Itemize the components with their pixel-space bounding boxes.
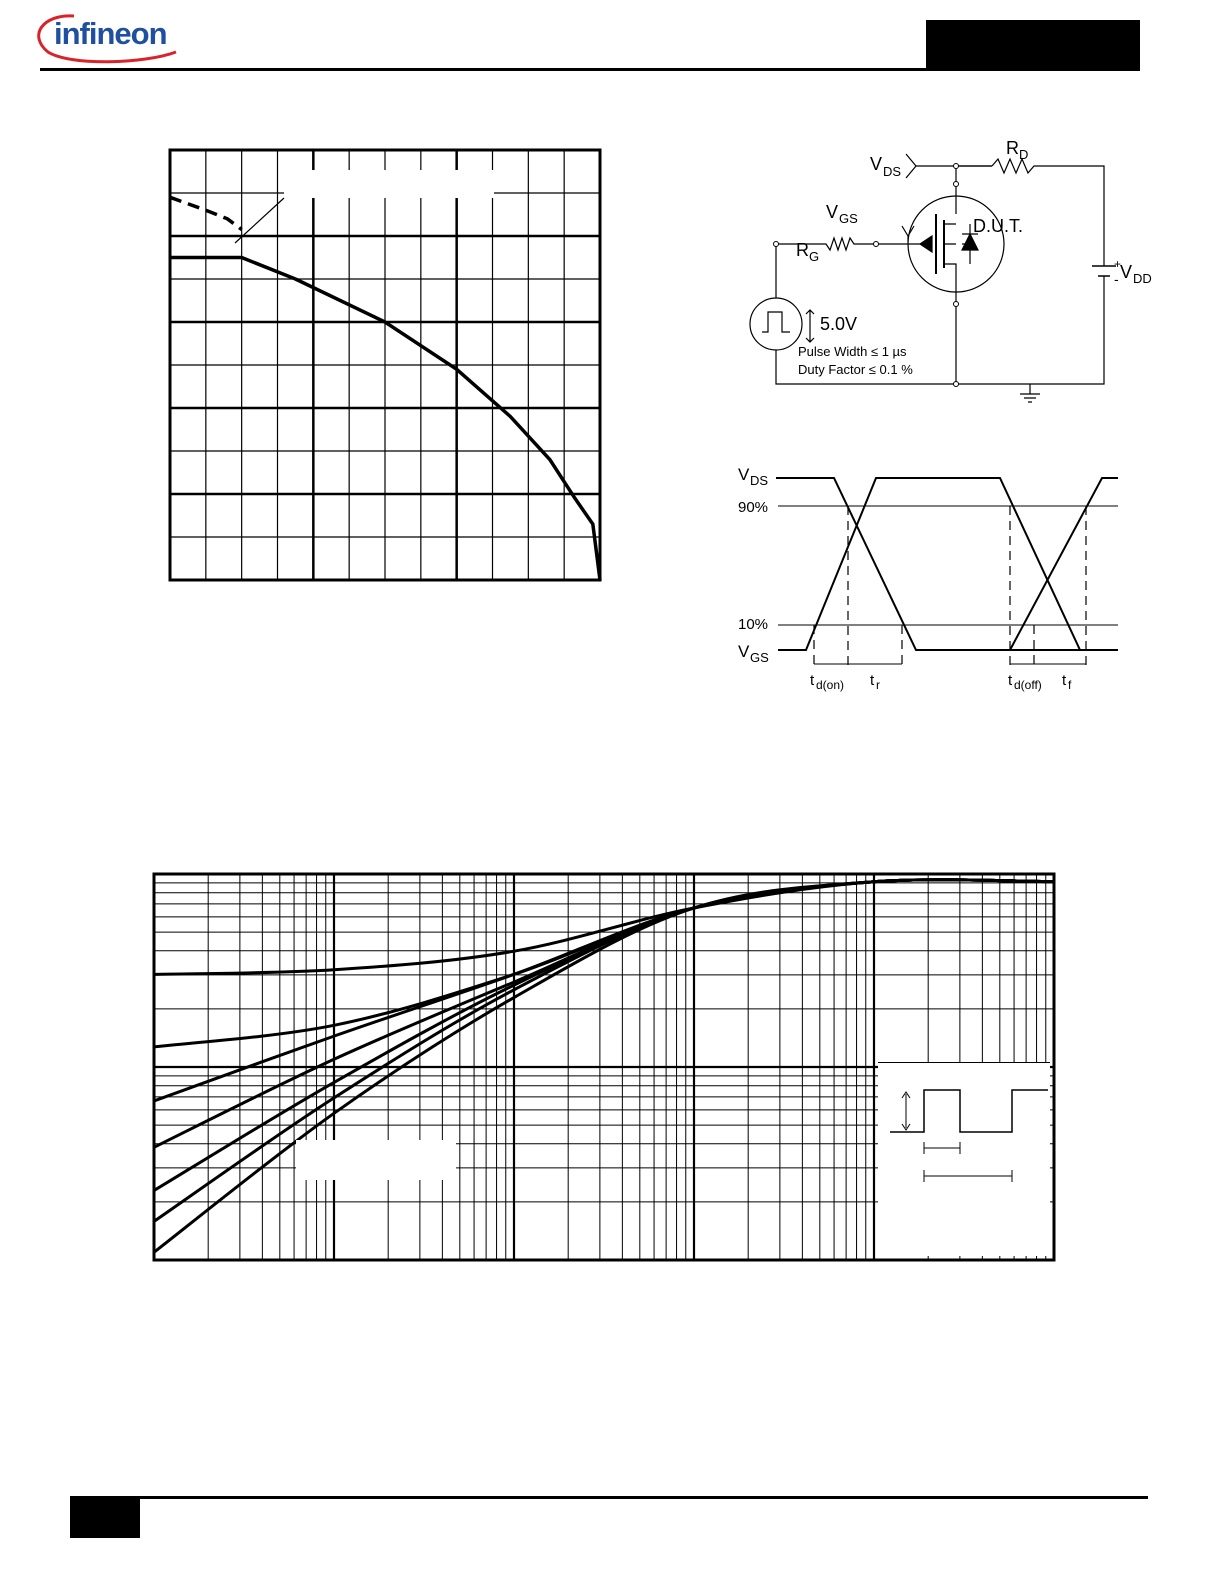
- derating-curve-3: [295, 279, 600, 580]
- footer-page-block: [70, 1496, 140, 1538]
- vgs-label: V: [826, 202, 839, 222]
- duty-factor-note: Duty Factor ≤ 0.1 %: [798, 362, 913, 377]
- footer-divider: [70, 1496, 1148, 1499]
- vds-sub: DS: [883, 164, 902, 179]
- limit-annotation-box: [284, 170, 494, 198]
- switching-waveform-diagram: [730, 460, 1130, 700]
- header-part-number-block: [926, 20, 1140, 70]
- pulse-source-icon: [750, 298, 802, 350]
- body-diode-icon: [962, 234, 978, 250]
- amplitude-arrow-icon: [806, 310, 814, 342]
- tf-label: t: [1062, 672, 1067, 689]
- pulse-shape-icon: [762, 312, 790, 332]
- vdd-minus: -: [1114, 271, 1119, 287]
- channel-arrow-icon: [920, 236, 932, 252]
- rd-sub: D: [1019, 147, 1029, 162]
- thermal-curve-1: [154, 880, 1054, 975]
- vgs-arrow-icon: [902, 226, 914, 242]
- tf-sub: f: [1068, 678, 1072, 692]
- wave-vds-label: V: [738, 465, 750, 484]
- return-wire: [956, 276, 1104, 384]
- pulse-amplitude: 5.0V: [820, 314, 858, 334]
- derating-curve-2: [170, 258, 295, 280]
- duty-cycle-inset-icon: [880, 1082, 1048, 1254]
- td-off-sub: d(off): [1014, 678, 1042, 692]
- pulse-width-note: Pulse Width ≤ 1 µs: [798, 344, 907, 359]
- single-pulse-label-box: [296, 1140, 456, 1180]
- wave-vgs-sub: GS: [750, 650, 769, 665]
- derating-grid: [170, 150, 600, 580]
- vdd-plus: +: [1114, 257, 1122, 271]
- vds-arrow-icon: [906, 154, 916, 178]
- td-off-label: t: [1008, 672, 1013, 689]
- td-on-sub: d(on): [816, 678, 845, 692]
- vdd-sub: DD: [1133, 271, 1152, 286]
- wave-90-label: 90%: [738, 499, 769, 516]
- test-circuit-diagram: [740, 132, 1180, 412]
- tr-sub: r: [876, 678, 880, 692]
- vgs-waveform: [778, 478, 1118, 650]
- derating-chart: [166, 146, 606, 586]
- wave-vds-sub: DS: [750, 473, 769, 488]
- wave-vgs-label: V: [738, 642, 750, 661]
- thermal-curve-2: [154, 880, 1054, 1047]
- rg-sub: G: [809, 249, 820, 264]
- vgs-sub: GS: [839, 211, 858, 226]
- tr-label: t: [870, 672, 875, 689]
- vds-label: V: [870, 154, 883, 174]
- rd-resistor-icon: [992, 159, 1104, 266]
- brand-name: infineon: [54, 16, 167, 51]
- thermal-impedance-chart: [150, 870, 1060, 1266]
- wave-10-label: 10%: [738, 616, 769, 633]
- rg-resistor-icon: [776, 238, 876, 298]
- vdd-battery-icon: [1092, 266, 1116, 276]
- vds-waveform: [776, 478, 1118, 650]
- rg-label: R: [796, 240, 809, 260]
- dut-label: D.U.T.: [973, 216, 1024, 236]
- vdd-label: V: [1120, 262, 1133, 282]
- ground-icon: [1020, 384, 1040, 402]
- header-divider: [40, 68, 1140, 71]
- infineon-logo: [34, 8, 184, 66]
- mosfet-gate-icon: [936, 214, 944, 274]
- td-on-label: t: [810, 672, 815, 689]
- rd-label: R: [1006, 138, 1019, 158]
